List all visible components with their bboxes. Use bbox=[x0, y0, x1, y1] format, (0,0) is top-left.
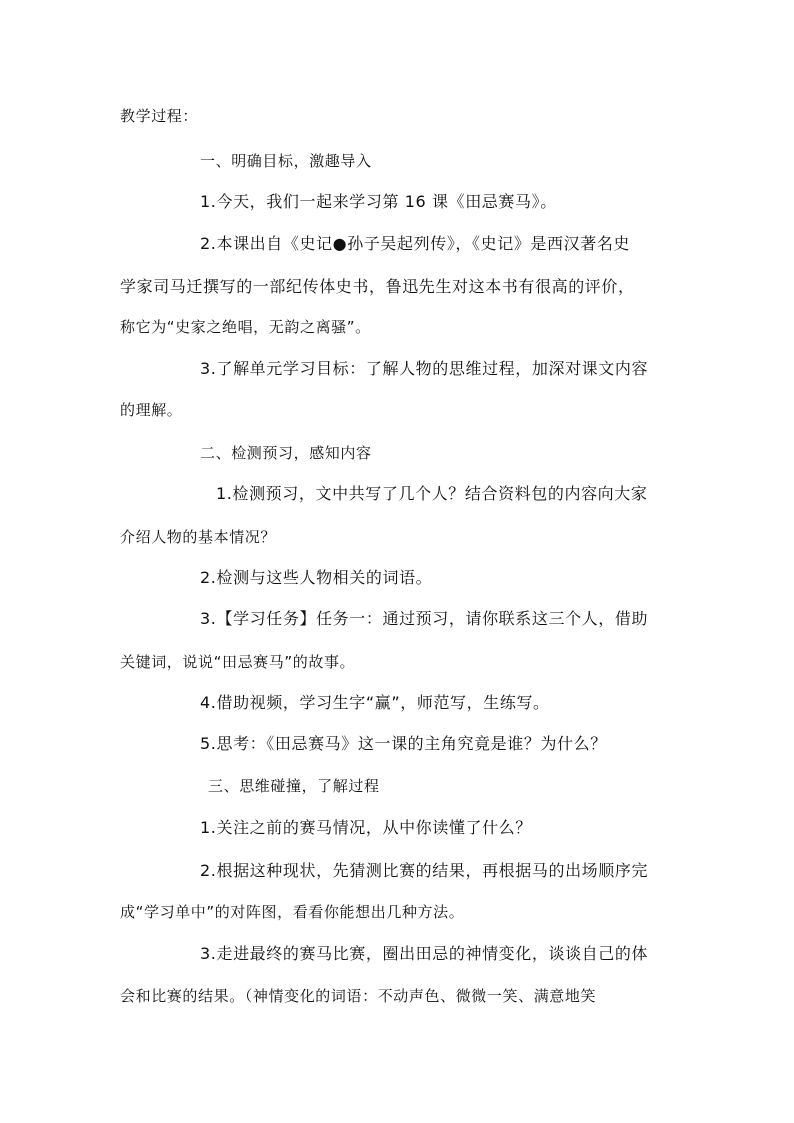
paragraph-line: 成“学习单中”的对阵图，看看你能想出几种方法。 bbox=[120, 903, 465, 921]
paragraph-line: 会和比赛的结果。（神情变化的词语：不动声色、微微一笑、满意地笑 bbox=[120, 987, 597, 1005]
paragraph-line: 称它为“史家之绝唱，无韵之离骚”。 bbox=[120, 318, 371, 336]
paragraph-line: 1.检测预习，文中共写了几个人？结合资料包的内容向大家 bbox=[216, 484, 648, 503]
paragraph-line: 1.今天，我们一起来学习第 16 课《田忌赛马》。 bbox=[200, 192, 557, 211]
section-heading-1: 一、明确目标，激趣导入 bbox=[200, 152, 372, 170]
section-heading-teaching-process: 教学过程： bbox=[120, 107, 199, 125]
paragraph-line: 的理解。 bbox=[120, 401, 183, 419]
paragraph-line: 学家司马迁撰写的一部纪传体史书，鲁迅先生对这本书有很高的评价， bbox=[120, 277, 635, 296]
paragraph-line: 4.借助视频，学习生字“赢”，师范写，生练写。 bbox=[200, 693, 550, 712]
section-heading-2: 二、检测预习，感知内容 bbox=[200, 444, 372, 462]
paragraph-line: 关键词，说说“田忌赛马”的故事。 bbox=[120, 653, 356, 671]
paragraph-line: 2.检测与这些人物相关的词语。 bbox=[200, 568, 433, 587]
paragraph-line: 3.了解单元学习目标：了解人物的思维过程，加深对课文内容 bbox=[200, 359, 649, 378]
paragraph-line: 5.思考：《田忌赛马》这一课的主角究竟是谁？为什么？ bbox=[200, 734, 607, 753]
paragraph-line: 介绍人物的基本情况？ bbox=[120, 528, 277, 546]
section-heading-3: 三、思维碰撞，了解过程 bbox=[208, 777, 380, 795]
paragraph-line: 3.【学习任务】任务一：通过预习，请你联系这三个人，借助 bbox=[200, 609, 649, 628]
paragraph-line: 2.本课出自《史记●孙子吴起列传》，《史记》是西汉著名史 bbox=[200, 234, 631, 253]
paragraph-line: 3.走进最终的赛马比赛，圈出田忌的神情变化，谈谈自己的体 bbox=[200, 944, 649, 963]
paragraph-line: 1.关注之前的赛马情况，从中你读懂了什么？ bbox=[200, 818, 532, 837]
paragraph-line: 2.根据这种现状，先猜测比赛的结果，再根据马的出场顺序完 bbox=[200, 861, 649, 880]
